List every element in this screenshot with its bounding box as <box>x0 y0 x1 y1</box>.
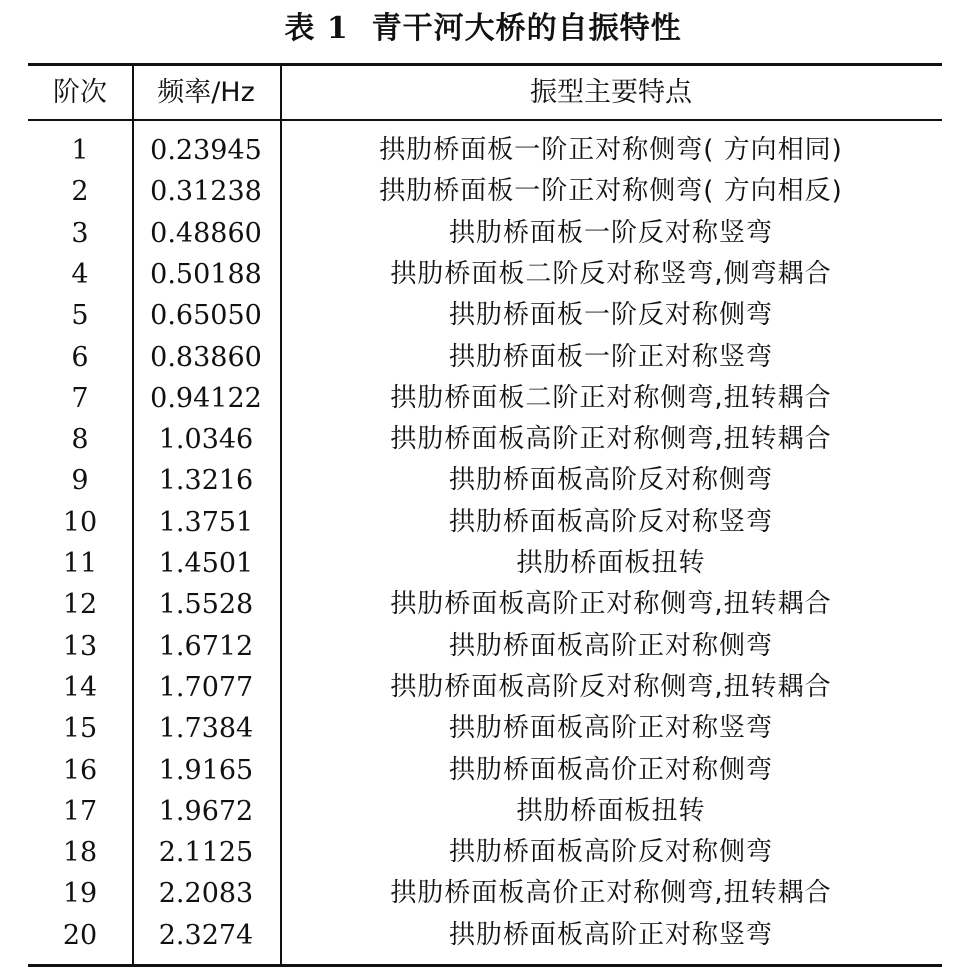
cell-frequency: 1.4501 <box>158 548 254 579</box>
cell-frequency: 2.1125 <box>158 837 254 869</box>
cell-order: 3 <box>71 217 89 249</box>
cell-description: 拱肋桥面板高阶正对称竖弯 <box>448 919 773 950</box>
table-row <box>28 626 942 667</box>
cell-frequency: 0.83860 <box>150 341 262 373</box>
table-row <box>28 584 942 625</box>
table-row <box>28 873 942 914</box>
cell-order: 15 <box>62 713 98 745</box>
cell-description: 拱肋桥面板高阶反对称侧弯 <box>448 837 773 868</box>
cell-order: 4 <box>71 258 89 290</box>
cell-description: 拱肋桥面板扭转 <box>516 795 706 826</box>
cell-description: 拱肋桥面板高阶反对称侧弯,扭转耦合 <box>390 671 832 702</box>
cell-frequency: 1.0346 <box>158 424 254 456</box>
table-body <box>28 130 942 960</box>
table-title: 青干河大桥的自振特性 <box>371 11 682 46</box>
table-row <box>28 378 942 419</box>
cell-order: 17 <box>62 795 98 827</box>
cell-description: 拱肋桥面板一阶正对称侧弯( 方向相同) <box>379 135 843 165</box>
cell-description: 拱肋桥面板高价正对称侧弯,扭转耦合 <box>390 878 832 909</box>
cell-frequency: 1.7384 <box>158 713 254 745</box>
cell-frequency: 1.6712 <box>158 630 254 662</box>
cell-order: 8 <box>71 424 89 456</box>
cell-order: 6 <box>71 341 89 373</box>
cell-frequency: 0.23945 <box>150 135 262 166</box>
header-frequency: 频率/Hz <box>157 77 255 108</box>
cell-frequency: 0.94122 <box>150 382 262 414</box>
cell-description: 拱肋桥面板高阶正对称侧弯 <box>448 630 773 661</box>
cell-frequency: 1.9672 <box>158 795 254 827</box>
cell-order: 11 <box>62 548 98 579</box>
cell-frequency: 0.31238 <box>150 176 262 208</box>
cell-frequency: 0.65050 <box>150 300 262 332</box>
header-description: 振型主要特点 <box>530 77 692 108</box>
table-row <box>28 171 942 212</box>
table-row <box>28 791 942 832</box>
table-row <box>28 213 942 254</box>
table-row <box>28 502 942 543</box>
table-row <box>28 832 942 873</box>
cell-frequency: 0.50188 <box>150 258 262 290</box>
table-number: 表 1 <box>284 11 349 46</box>
table-header-rule <box>28 119 942 121</box>
cell-order: 10 <box>62 506 98 538</box>
cell-description: 拱肋桥面板高价正对称侧弯 <box>448 754 773 785</box>
cell-order: 7 <box>71 382 89 414</box>
table-row <box>28 667 942 708</box>
cell-order: 16 <box>62 754 98 786</box>
cell-frequency: 1.5528 <box>158 589 254 621</box>
cell-description: 拱肋桥面板高阶正对称侧弯,扭转耦合 <box>390 424 832 455</box>
table-row <box>28 419 942 460</box>
table-header-row <box>28 66 942 119</box>
table-row <box>28 915 942 956</box>
cell-frequency: 0.48860 <box>150 217 262 249</box>
table-caption <box>0 6 966 52</box>
cell-frequency: 1.3751 <box>158 506 254 538</box>
cell-order: 12 <box>62 589 98 621</box>
cell-frequency: 1.7077 <box>158 671 254 703</box>
cell-order: 1 <box>71 135 89 166</box>
cell-frequency: 2.2083 <box>158 878 254 910</box>
cell-description: 拱肋桥面板高阶正对称侧弯,扭转耦合 <box>390 589 832 620</box>
table-row <box>28 750 942 791</box>
table-row <box>28 254 942 295</box>
cell-order: 14 <box>62 671 98 703</box>
cell-description: 拱肋桥面板高阶反对称竖弯 <box>448 506 773 537</box>
table-row <box>28 295 942 336</box>
cell-order: 9 <box>71 465 89 497</box>
data-table <box>28 63 942 967</box>
cell-description: 拱肋桥面板一阶正对称侧弯( 方向相反) <box>379 176 843 207</box>
cell-description: 拱肋桥面板二阶反对称竖弯,侧弯耦合 <box>390 258 832 289</box>
cell-description: 拱肋桥面板高阶反对称侧弯 <box>448 465 773 496</box>
table-row <box>28 337 942 378</box>
header-order: 阶次 <box>53 77 107 108</box>
table-row <box>28 708 942 749</box>
cell-order: 13 <box>62 630 98 662</box>
cell-order: 19 <box>62 878 98 910</box>
cell-description: 拱肋桥面板一阶正对称竖弯 <box>448 341 773 372</box>
table-row <box>28 460 942 501</box>
table-row <box>28 543 942 584</box>
cell-frequency: 1.3216 <box>158 465 254 497</box>
cell-description: 拱肋桥面板二阶正对称侧弯,扭转耦合 <box>390 382 832 413</box>
cell-frequency: 1.9165 <box>158 754 254 786</box>
cell-order: 18 <box>62 837 98 869</box>
cell-description: 拱肋桥面板一阶反对称侧弯 <box>448 300 773 331</box>
cell-order: 20 <box>62 919 98 951</box>
cell-frequency: 2.3274 <box>158 919 254 951</box>
table-row <box>28 130 942 171</box>
cell-order: 2 <box>71 176 89 208</box>
cell-description: 拱肋桥面板扭转 <box>516 548 706 578</box>
cell-order: 5 <box>71 300 89 332</box>
cell-description: 拱肋桥面板高阶正对称竖弯 <box>448 713 773 744</box>
table-bottom-rule <box>28 964 942 967</box>
cell-description: 拱肋桥面板一阶反对称竖弯 <box>448 217 773 248</box>
